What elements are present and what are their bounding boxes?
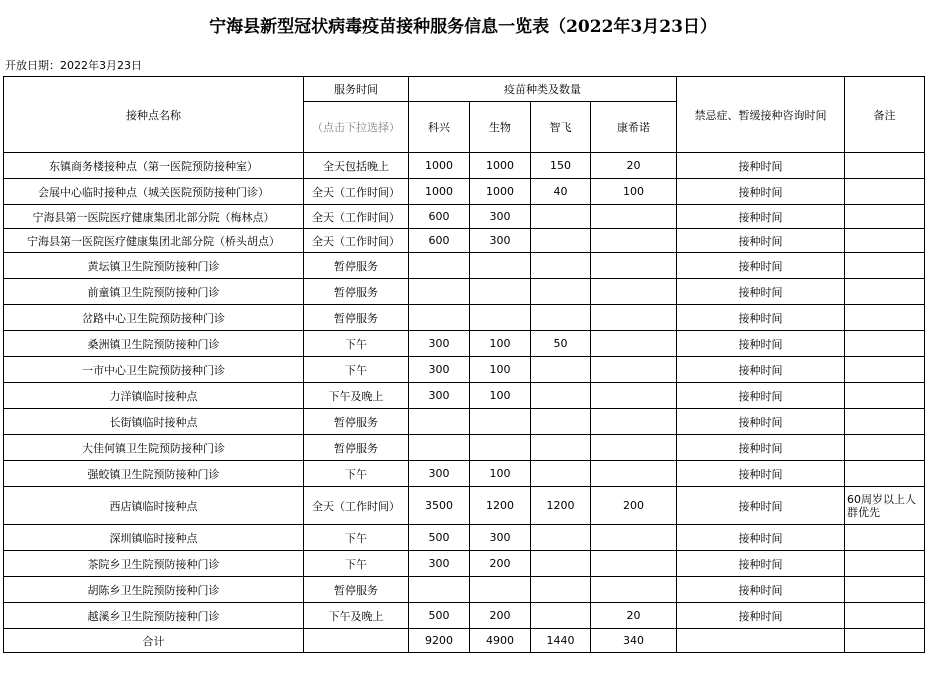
consult-cell: 接种时间 [677,331,845,357]
zhifei-cell [531,229,591,253]
consult-cell: 接种时间 [677,487,845,525]
table-row [4,409,925,435]
kangxinuo-cell [591,551,677,577]
kexing-cell: 600 [409,205,470,229]
total-consult [677,629,845,653]
shengwu-cell [470,305,531,331]
site-cell: 胡陈乡卫生院预防接种门诊 [4,577,304,603]
table-row [4,357,925,383]
kexing-cell [409,305,470,331]
site-cell: 长街镇临时接种点 [4,409,304,435]
zhifei-cell [531,383,591,409]
kangxinuo-cell [591,331,677,357]
header-kangxinuo: 康希诺 [591,102,677,153]
kangxinuo-cell [591,305,677,331]
total-kangxinuo: 340 [591,629,677,653]
table-row [4,551,925,577]
note-cell: 60周岁以上人群优先 [845,487,925,525]
table-row [4,179,925,205]
consult-cell: 接种时间 [677,603,845,629]
table-row [4,229,925,253]
kangxinuo-cell [591,461,677,487]
kexing-cell [409,409,470,435]
site-cell: 会展中心临时接种点（城关医院预防接种门诊） [4,179,304,205]
kangxinuo-cell [591,205,677,229]
site-cell: 东镇商务楼接种点（第一医院预防接种室） [4,153,304,179]
consult-cell: 接种时间 [677,229,845,253]
note-cell [845,205,925,229]
zhifei-cell [531,461,591,487]
kexing-cell: 300 [409,383,470,409]
kangxinuo-cell [591,409,677,435]
kangxinuo-cell [591,525,677,551]
zhifei-cell [531,409,591,435]
note-cell [845,409,925,435]
header-zhifei: 智飞 [531,102,591,153]
consult-cell: 接种时间 [677,461,845,487]
header-note: 备注 [845,77,925,153]
table-row [4,253,925,279]
shengwu-cell: 300 [470,205,531,229]
site-cell: 深圳镇临时接种点 [4,525,304,551]
table-row [4,487,925,525]
shengwu-cell: 100 [470,357,531,383]
kexing-cell [409,435,470,461]
page-title: 宁海县新型冠状病毒疫苗接种服务信息一览表（2022年3月23日） [209,17,717,37]
note-cell [845,435,925,461]
table-row [4,577,925,603]
note-cell [845,229,925,253]
zhifei-cell [531,435,591,461]
kangxinuo-cell [591,577,677,603]
note-cell [845,253,925,279]
note-cell [845,153,925,179]
shengwu-cell [470,435,531,461]
shengwu-cell [470,409,531,435]
header-service-time: 服务时间 [304,77,409,102]
kexing-cell: 300 [409,357,470,383]
site-cell: 力洋镇临时接种点 [4,383,304,409]
service-time-cell[interactable]: 下午 [304,525,409,551]
site-cell: 大佳何镇卫生院预防接种门诊 [4,435,304,461]
note-cell [845,279,925,305]
zhifei-cell [531,253,591,279]
header-kexing: 科兴 [409,102,470,153]
kexing-cell [409,253,470,279]
site-cell: 黄坛镇卫生院预防接种门诊 [4,253,304,279]
service-time-cell[interactable]: 暂停服务 [304,305,409,331]
consult-cell: 接种时间 [677,551,845,577]
table-row [4,435,925,461]
total-kexing: 9200 [409,629,470,653]
shengwu-cell: 100 [470,383,531,409]
service-time-cell[interactable]: 下午及晚上 [304,603,409,629]
header-vaccine-group: 疫苗种类及数量 [409,77,677,102]
note-cell [845,383,925,409]
consult-cell: 接种时间 [677,205,845,229]
table-row [4,461,925,487]
total-note [845,629,925,653]
kangxinuo-cell [591,279,677,305]
service-time-cell[interactable]: 全天包括晚上 [304,153,409,179]
site-cell: 强蛟镇卫生院预防接种门诊 [4,461,304,487]
header-consult: 禁忌症、暂缓接种咨询时间 [677,77,845,153]
kexing-cell: 500 [409,525,470,551]
service-time-cell[interactable]: 暂停服务 [304,435,409,461]
consult-cell: 接种时间 [677,409,845,435]
service-time-cell[interactable]: 全天（工作时间） [304,487,409,525]
note-cell [845,179,925,205]
table-row [4,383,925,409]
zhifei-cell [531,305,591,331]
shengwu-cell [470,279,531,305]
site-cell: 宁海县第一医院医疗健康集团北部分院（梅林点） [4,205,304,229]
vaccination-table [3,76,925,653]
kangxinuo-cell: 20 [591,603,677,629]
site-cell: 岔路中心卫生院预防接种门诊 [4,305,304,331]
consult-cell: 接种时间 [677,577,845,603]
site-cell: 茶院乡卫生院预防接种门诊 [4,551,304,577]
total-label: 合计 [4,629,304,653]
shengwu-cell: 1000 [470,153,531,179]
site-cell: 西店镇临时接种点 [4,487,304,525]
service-time-cell[interactable]: 全天（工作时间） [304,229,409,253]
total-row [4,629,925,653]
shengwu-cell: 300 [470,229,531,253]
consult-cell: 接种时间 [677,435,845,461]
shengwu-cell [470,253,531,279]
note-cell [845,525,925,551]
shengwu-cell: 300 [470,525,531,551]
kexing-cell: 300 [409,551,470,577]
kangxinuo-cell [591,229,677,253]
zhifei-cell [531,577,591,603]
service-time-cell[interactable]: 全天（工作时间） [304,179,409,205]
zhifei-cell [531,205,591,229]
kexing-cell: 500 [409,603,470,629]
site-cell: 宁海县第一医院医疗健康集团北部分院（桥头胡点） [4,229,304,253]
zhifei-cell [531,525,591,551]
open-date: 开放日期：2022年3月23日 [5,59,142,72]
kexing-cell [409,279,470,305]
service-time-cell[interactable]: 暂停服务 [304,279,409,305]
service-time-cell[interactable]: 下午 [304,357,409,383]
service-time-cell[interactable]: 暂停服务 [304,409,409,435]
table-row [4,279,925,305]
note-cell [845,577,925,603]
zhifei-cell [531,603,591,629]
note-cell [845,551,925,577]
zhifei-cell: 150 [531,153,591,179]
header-site: 接种点名称 [4,77,304,153]
consult-cell: 接种时间 [677,153,845,179]
kexing-cell: 3500 [409,487,470,525]
consult-cell: 接种时间 [677,279,845,305]
note-cell [845,357,925,383]
total-zhifei: 1440 [531,629,591,653]
zhifei-cell [531,551,591,577]
consult-cell: 接种时间 [677,357,845,383]
total-time [304,629,409,653]
consult-cell: 接种时间 [677,525,845,551]
kangxinuo-cell [591,435,677,461]
kangxinuo-cell: 200 [591,487,677,525]
service-time-cell[interactable]: 暂停服务 [304,577,409,603]
kangxinuo-cell [591,253,677,279]
kangxinuo-cell: 100 [591,179,677,205]
note-cell [845,305,925,331]
table-row [4,153,925,179]
kangxinuo-cell: 20 [591,153,677,179]
zhifei-cell [531,357,591,383]
kexing-cell: 1000 [409,179,470,205]
service-time-cell[interactable]: 下午 [304,461,409,487]
zhifei-cell: 1200 [531,487,591,525]
zhifei-cell: 50 [531,331,591,357]
service-time-cell[interactable]: 下午 [304,551,409,577]
kexing-cell [409,577,470,603]
shengwu-cell: 100 [470,461,531,487]
header-service-hint[interactable]: （点击下拉选择） [304,102,409,153]
site-cell: 越溪乡卫生院预防接种门诊 [4,603,304,629]
table-row [4,205,925,229]
shengwu-cell [470,577,531,603]
kangxinuo-cell [591,383,677,409]
site-cell: 桑洲镇卫生院预防接种门诊 [4,331,304,357]
zhifei-cell [531,279,591,305]
table-row [4,305,925,331]
service-time-cell[interactable]: 下午及晚上 [304,383,409,409]
zhifei-cell: 40 [531,179,591,205]
total-shengwu: 4900 [470,629,531,653]
shengwu-cell: 100 [470,331,531,357]
table-row [4,525,925,551]
shengwu-cell: 200 [470,551,531,577]
note-cell [845,331,925,357]
service-time-cell[interactable]: 全天（工作时间） [304,205,409,229]
kexing-cell: 300 [409,331,470,357]
shengwu-cell: 1200 [470,487,531,525]
kexing-cell: 300 [409,461,470,487]
note-cell [845,461,925,487]
header-row-1 [4,77,925,102]
consult-cell: 接种时间 [677,383,845,409]
site-cell: 前童镇卫生院预防接种门诊 [4,279,304,305]
note-cell [845,603,925,629]
kangxinuo-cell [591,357,677,383]
kexing-cell: 1000 [409,153,470,179]
table-row [4,331,925,357]
shengwu-cell: 1000 [470,179,531,205]
service-time-cell[interactable]: 暂停服务 [304,253,409,279]
consult-cell: 接种时间 [677,179,845,205]
shengwu-cell: 200 [470,603,531,629]
consult-cell: 接种时间 [677,305,845,331]
consult-cell: 接种时间 [677,253,845,279]
header-shengwu: 生物 [470,102,531,153]
table-row [4,603,925,629]
site-cell: 一市中心卫生院预防接种门诊 [4,357,304,383]
service-time-cell[interactable]: 下午 [304,331,409,357]
kexing-cell: 600 [409,229,470,253]
